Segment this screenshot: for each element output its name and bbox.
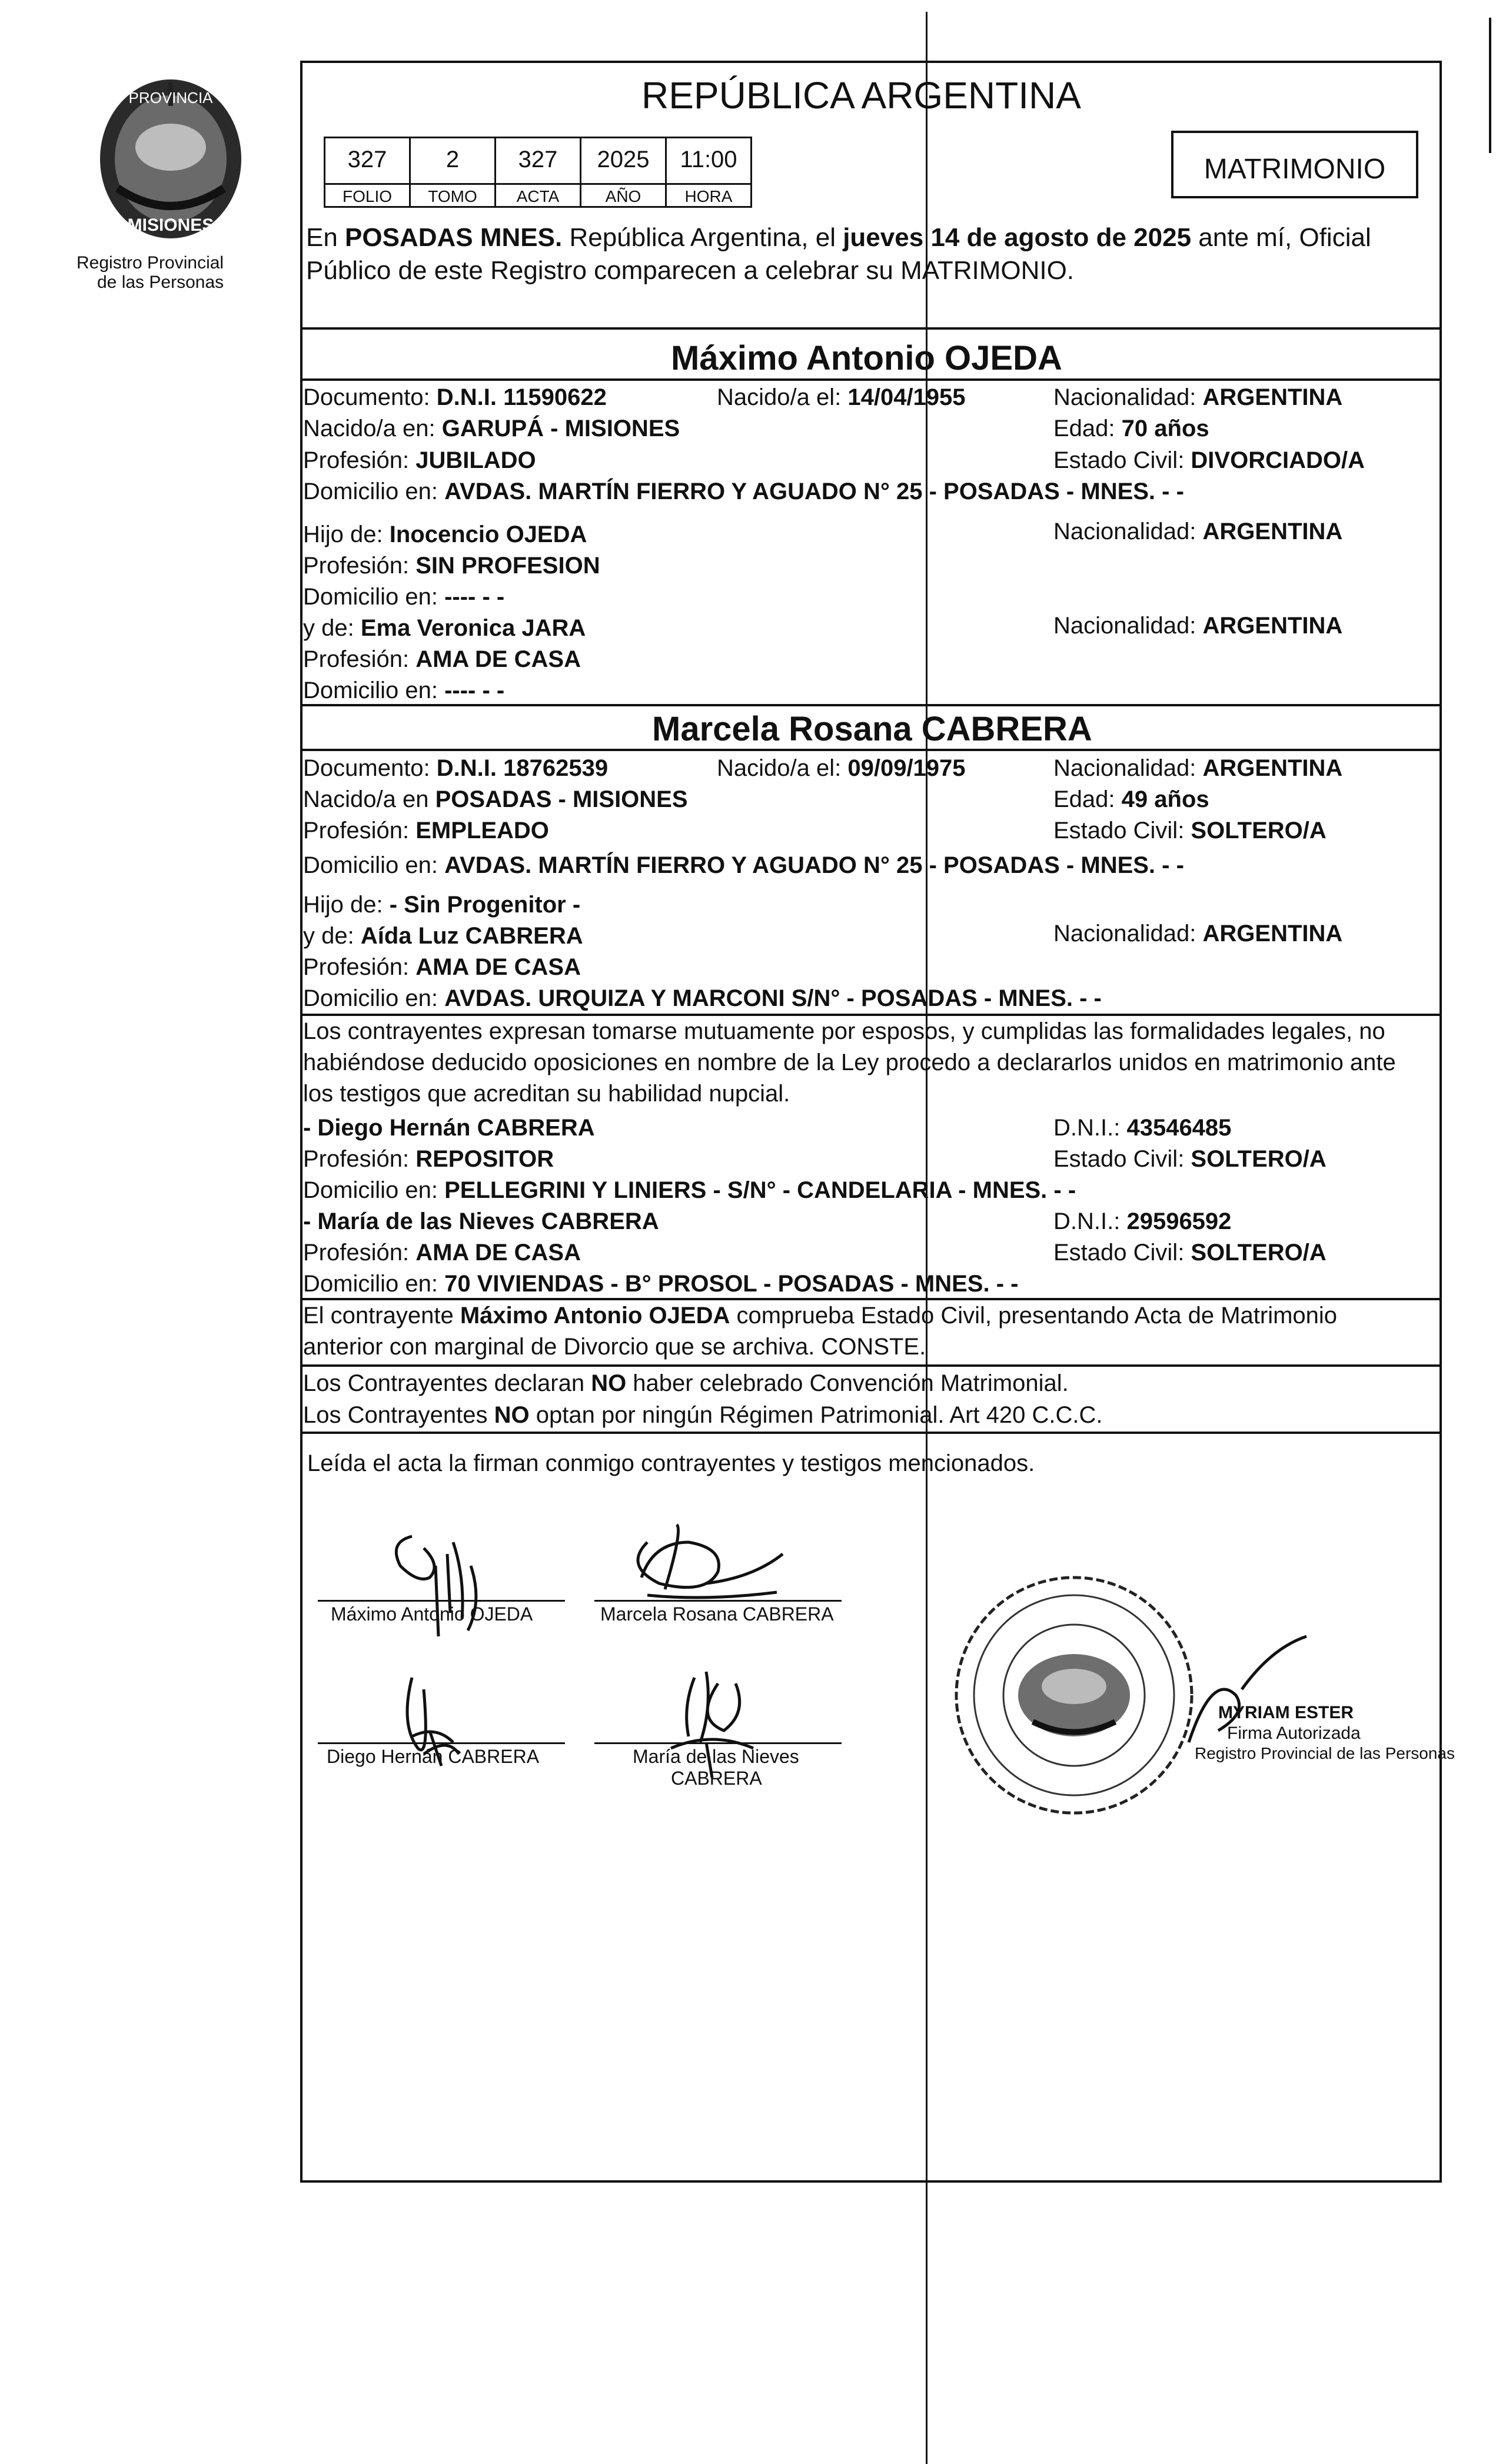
cell-hora: 11:00: [665, 137, 752, 185]
witness1-signature-line: [318, 1742, 565, 1744]
groom-nationality: Nacionalidad: ARGENTINA: [1053, 384, 1343, 410]
note-line-1: El contrayente Máximo Antonio OJEDA comprueba Estado Civil, presentando Acta de Matrimonio: [303, 1303, 1338, 1329]
groom-father-address: Domicilio en: ---- - -: [303, 584, 505, 610]
divider-intro: [300, 327, 1442, 330]
page-title: REPÚBLICA ARGENTINA: [641, 74, 1081, 117]
officer-registry: Registro Provincial de las Personas: [1195, 1744, 1455, 1762]
bride-mother-nationality: Nacionalidad: ARGENTINA: [1053, 921, 1343, 947]
bride-birthdate: Nacido/a el: 09/09/1975: [717, 755, 966, 781]
intro-line-2: Público de este Registro comparecen a celebrar su MATRIMONIO.: [306, 256, 1075, 285]
groom-mother-address: Domicilio en: ---- - -: [303, 678, 505, 703]
cell-anio: 2025: [580, 137, 667, 185]
doc-type-label: MATRIMONIO: [1204, 154, 1386, 185]
witness2-civil-status: Estado Civil: SOLTERO/A: [1053, 1240, 1327, 1266]
witness1-address: Domicilio en: PELLEGRINI Y LINIERS - S/N° - CANDELARIA - MNES. - -: [303, 1177, 1076, 1203]
bride-address: Domicilio en: AVDAS. MARTÍN FIERRO Y AGUADO N° 25 - POSADAS - MNES. - -: [303, 852, 1184, 878]
groom-father-nationality: Nacionalidad: ARGENTINA: [1053, 519, 1343, 544]
closing-text: Leída el acta la firman conmigo contrayentes y testigos mencionados.: [307, 1450, 1035, 1476]
groom-father-profession: Profesión: SIN PROFESION: [303, 553, 600, 579]
officer-name: MYRIAM ESTER: [1218, 1703, 1354, 1722]
witness1-civil-status: Estado Civil: SOLTERO/A: [1053, 1146, 1327, 1172]
bride-father: Hijo de: - Sin Progenitor -: [303, 892, 581, 918]
bride-age: Edad: 49 años: [1053, 786, 1209, 812]
cell-label-tomo: TOMO: [409, 183, 496, 208]
cell-folio: 327: [324, 137, 411, 185]
declaration-line-3: los testigos que acreditan su habilidad nupcial.: [303, 1081, 790, 1107]
cell-label-folio: FOLIO: [324, 183, 411, 208]
registry-name-line2: de las Personas: [97, 273, 224, 292]
note-line-2: anterior con marginal de Divorcio que se archiva. CONSTE.: [303, 1334, 926, 1360]
bride-name: Marcela Rosana CABRERA: [652, 710, 1092, 748]
bride-mother-profession: Profesión: AMA DE CASA: [303, 954, 581, 980]
cell-tomo: 2: [409, 137, 496, 185]
groom-signature-line: [318, 1600, 565, 1602]
groom-document: Documento: D.N.I. 11590622: [303, 384, 607, 410]
declaration-line-2: habiéndose deducido oposiciones en nombre de la Ley procedo a declararlos unidos en matrimonio ante: [303, 1050, 1396, 1075]
witness2-signature-line: [594, 1742, 842, 1744]
bride-profession: Profesión: EMPLEADO: [303, 818, 549, 844]
divider-witnesses: [300, 1298, 1442, 1300]
declaration-line-1: Los contrayentes expresan tomarse mutuamente por esposos, y cumplidas las formalidades legales, no: [303, 1018, 1385, 1044]
witness2-address: Domicilio en: 70 VIVIENDAS - B° PROSOL - POSADAS - MNES. - -: [303, 1271, 1019, 1297]
registry-seal-emblem: [82, 71, 259, 271]
official-stamp: [945, 1566, 1204, 1825]
cell-label-hora: HORA: [665, 183, 752, 208]
bride-signature-label: Marcela Rosana CABRERA: [600, 1603, 834, 1625]
groom-birthplace: Nacido/a en: GARUPÁ - MISIONES: [303, 416, 680, 441]
seal-bottom-text: MISIONES: [127, 215, 214, 235]
bride-nationality: Nacionalidad: ARGENTINA: [1053, 755, 1343, 781]
doc-type-box: [1171, 131, 1418, 198]
cell-label-anio: AÑO: [580, 183, 667, 208]
groom-signature: [330, 1530, 577, 1648]
groom-mother: y de: Ema Veronica JARA: [303, 615, 586, 641]
divider-note: [300, 1364, 1442, 1367]
bride-document: Documento: D.N.I. 18762539: [303, 755, 609, 781]
groom-age: Edad: 70 años: [1053, 416, 1209, 441]
groom-signature-label: Máximo Antonio OJEDA: [331, 1603, 533, 1625]
divider-groom-name: [300, 378, 1442, 381]
bride-mother: y de: Aída Luz CABRERA: [303, 923, 583, 949]
divider-groom: [300, 704, 1442, 706]
divider-bride-name: [300, 749, 1442, 751]
bride-mother-address: Domicilio en: AVDAS. URQUIZA Y MARCONI S/N° - POSADAS - MNES. - -: [303, 985, 1102, 1011]
witness1-profession: Profesión: REPOSITOR: [303, 1146, 554, 1172]
witness2-signature-label-2: CABRERA: [671, 1768, 762, 1789]
bride-civil-status: Estado Civil: SOLTERO/A: [1053, 818, 1327, 844]
groom-mother-profession: Profesión: AMA DE CASA: [303, 646, 581, 672]
regime-line-2: Los Contrayentes NO optan por ningún Régimen Patrimonial. Art 420 C.C.C.: [303, 1402, 1103, 1428]
officer-title: Firma Autorizada: [1227, 1724, 1361, 1743]
witness1-signature-label: Diego Hernán CABRERA: [327, 1746, 540, 1767]
scan-edge-line: [1489, 18, 1491, 153]
regime-line-1: Los Contrayentes declaran NO haber celebrado Convención Matrimonial.: [303, 1370, 1069, 1396]
groom-father: Hijo de: Inocencio OJEDA: [303, 522, 587, 547]
groom-civil-status: Estado Civil: DIVORCIADO/A: [1053, 447, 1365, 473]
witness2-signature-label-1: María de las Nieves: [633, 1746, 799, 1767]
cell-label-acta: ACTA: [494, 183, 581, 208]
intro-line-1: En POSADAS MNES. República Argentina, el jueves 14 de agosto de 2025 ante mí, Oficial: [306, 223, 1371, 252]
witness2-name: - María de las Nieves CABRERA: [303, 1208, 659, 1234]
groom-birthdate: Nacido/a el: 14/04/1955: [717, 384, 966, 410]
witness2-dni: D.N.I.: 29596592: [1053, 1208, 1232, 1234]
witness1-name: - Diego Hernán CABRERA: [303, 1115, 595, 1141]
bride-signature-line: [594, 1600, 842, 1602]
registry-name-line1: Registro Provincial: [77, 253, 224, 273]
groom-name: Máximo Antonio OJEDA: [671, 339, 1062, 377]
cell-acta: 327: [494, 137, 581, 185]
divider-regime: [300, 1432, 1442, 1434]
groom-profession: Profesión: JUBILADO: [303, 447, 536, 473]
witness2-profession: Profesión: AMA DE CASA: [303, 1240, 581, 1266]
groom-address: Domicilio en: AVDAS. MARTÍN FIERRO Y AGUADO N° 25 - POSADAS - MNES. - -: [303, 479, 1184, 504]
seal-top-text: PROVINCIA: [128, 89, 213, 107]
witness1-dni: D.N.I.: 43546485: [1053, 1115, 1232, 1141]
divider-bride: [300, 1014, 1442, 1016]
bride-birthplace: Nacido/a en POSADAS - MISIONES: [303, 786, 688, 812]
groom-mother-nationality: Nacionalidad: ARGENTINA: [1053, 613, 1343, 639]
